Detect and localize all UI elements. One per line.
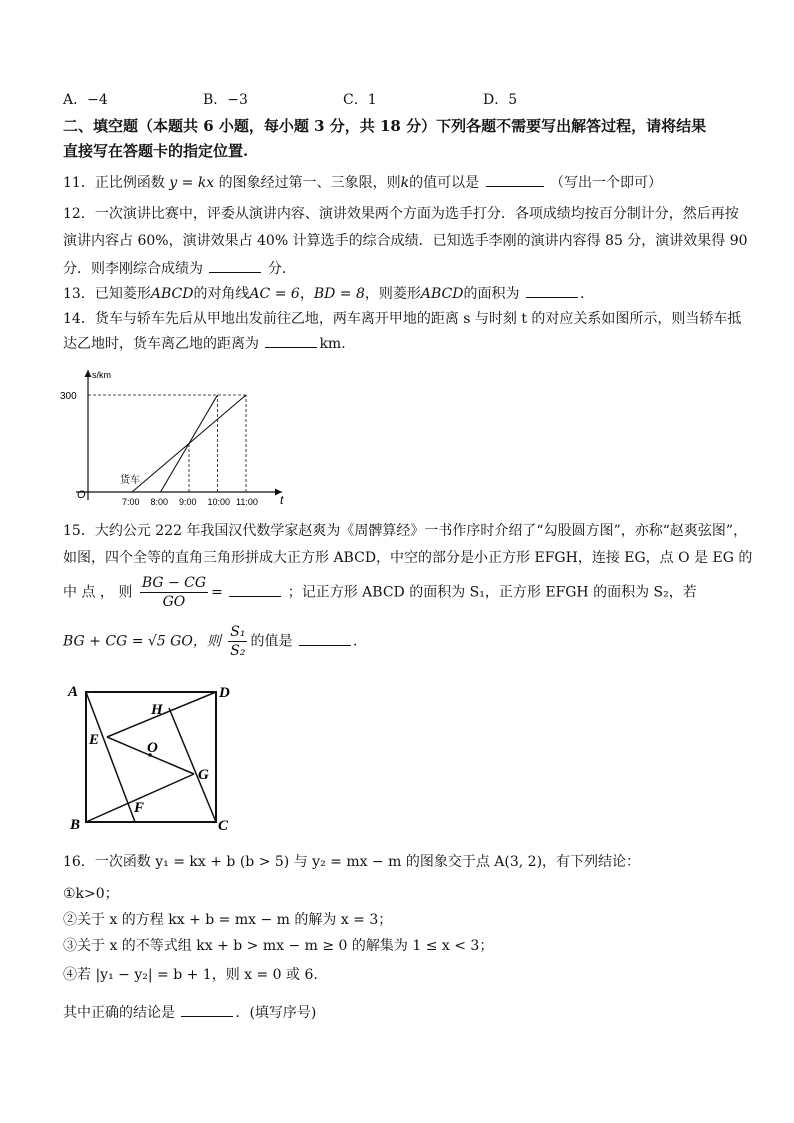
option-letter: C． xyxy=(343,92,368,108)
answer-blank-14[interactable] xyxy=(265,333,317,348)
q13-prefix: 13．已知菱形 xyxy=(63,286,151,302)
label-f: F xyxy=(134,800,145,816)
question-15-line4 xyxy=(63,623,367,660)
question-14-line2 xyxy=(63,333,346,354)
fraction-s1-over-s2 xyxy=(228,623,247,660)
q11-prefix: 11．正比例函数 xyxy=(63,175,165,191)
fraction-numerator: S₁ xyxy=(230,624,246,640)
q15-text-2: ；记正方形 ABCD 的面积为 S₁，正方形 EFGH 的面积为 S₂，若 xyxy=(287,584,697,601)
section-heading-line2: 直接写在答题卡的指定位置. xyxy=(63,142,249,160)
q13-end: ． xyxy=(579,286,594,302)
option-letter: B． xyxy=(203,92,228,108)
q11-k: k xyxy=(400,175,410,191)
q13-mid: 的对角线 xyxy=(193,286,250,302)
q13-abcd: ABCD xyxy=(150,286,194,302)
q16-end: ．(填写序号) xyxy=(235,1005,317,1021)
question-12-line3 xyxy=(63,258,296,279)
option-c[interactable] xyxy=(343,90,377,110)
q13-suffix: 的面积为 xyxy=(463,286,520,302)
question-16-answer xyxy=(63,1002,316,1023)
x-tick-label: 7:00 xyxy=(122,497,140,507)
q15-eq: = xyxy=(211,584,223,601)
q11-suffix: 的值可以是 xyxy=(409,175,480,191)
q12-text: 分．则李刚综合成绩为 xyxy=(63,261,203,277)
q15-condition: BG + CG = √5 GO，则 xyxy=(63,633,221,650)
q15-text-3: 的值是 xyxy=(250,633,293,650)
x-tick-label: 8:00 xyxy=(150,497,169,507)
label-a: A xyxy=(68,684,79,700)
zhao-shuang-figure xyxy=(60,682,245,837)
question-15-line2: 如图，四个全等的直角三角形拼成大正方形 ABCD，中空的部分是小正方形 EFGH，连接 EG，点 O 是 EG 的 xyxy=(63,550,753,566)
q13-abcd2: ABCD xyxy=(420,286,464,302)
q13-ac: AC = 6 xyxy=(249,286,300,302)
q11-after: （写出一个即可） xyxy=(550,175,663,191)
fraction-numerator: BG − CG xyxy=(141,575,207,591)
q13-mid2: ，则菱形 xyxy=(364,286,421,302)
label-d: D xyxy=(219,685,230,701)
fraction-denominator: GO xyxy=(162,594,186,610)
label-h: H xyxy=(151,702,163,718)
answer-blank-15b[interactable] xyxy=(299,631,351,646)
fraction-bg-cg-over-go xyxy=(140,574,208,611)
q11-mid: 的图象经过第一、三象限，则 xyxy=(218,175,401,191)
label-o: O xyxy=(147,740,158,756)
x-axis-label: t xyxy=(280,493,284,507)
y-axis-label: s/km xyxy=(92,370,111,380)
segment-h-c xyxy=(169,708,216,822)
answer-blank-13[interactable] xyxy=(526,283,578,298)
question-11 xyxy=(63,172,662,193)
distance-time-chart xyxy=(60,362,290,507)
answer-blank-15a[interactable] xyxy=(229,582,281,597)
series-line-car xyxy=(161,395,218,492)
q13-bd: BD = 8 xyxy=(313,286,365,302)
option-letter: D． xyxy=(483,92,509,108)
conclusion-1: ①k>0； xyxy=(63,886,119,902)
fraction-denominator: S₂ xyxy=(230,643,246,659)
q16-text: 其中正确的结论是 xyxy=(63,1005,175,1021)
option-value: −4 xyxy=(87,92,108,108)
label-b: B xyxy=(70,817,81,833)
option-value: 1 xyxy=(367,92,377,108)
x-tick-label: 10:00 xyxy=(207,497,231,507)
question-12-line2: 演讲内容占 60%，演讲效果占 40% 计算选手的综合成绩．已知选手李刚的演讲内容得 85 分，演讲效果得 90 xyxy=(63,233,748,249)
q15-text: 中 点 ， 则 xyxy=(63,584,133,601)
segment-a-f xyxy=(86,692,135,822)
section-heading-line1: 二、填空题（本题共 6 小题，每小题 3 分，共 18 分）下列各题不需要写出解答过程，请将结果 xyxy=(63,117,707,135)
q13-comma: ， xyxy=(299,286,314,302)
option-a[interactable] xyxy=(63,90,108,110)
q11-formula: y = kx xyxy=(169,175,215,191)
question-13 xyxy=(63,283,594,304)
q15-end: ． xyxy=(352,633,367,650)
question-16-line1: 16．一次函数 y₁ = kx + b (b > 5) 与 y₂ = mx − m 的图象交于点 A(3, 2)，有下列结论： xyxy=(63,854,641,870)
answer-blank-16[interactable] xyxy=(181,1002,233,1017)
answer-blank-12[interactable] xyxy=(209,258,261,273)
question-14-line1: 14．货车与轿车先后从甲地出发前往乙地，两车离开甲地的距离 s 与时刻 t 的对应关系如图所示，则当轿车抵 xyxy=(63,311,742,327)
series-label-truck: 货车 xyxy=(120,475,140,486)
q14-unit: km. xyxy=(319,336,346,352)
question-15-line1: 15．大约公元 222 年我国汉代数学家赵爽为《周髀算经》一书作序时介绍了“勾股圆方图”，亦称“赵爽弦图”， xyxy=(63,523,748,539)
option-letter: A． xyxy=(63,92,88,108)
label-c: C xyxy=(218,818,229,834)
label-e: E xyxy=(89,732,100,748)
q12-unit: 分． xyxy=(267,261,296,277)
conclusion-4: ④若 |y₁ − y₂| = b + 1，则 x = 0 或 6． xyxy=(63,967,328,983)
label-g: G xyxy=(198,767,209,783)
question-15-line3 xyxy=(63,574,697,611)
option-d[interactable] xyxy=(483,90,517,110)
option-value: −3 xyxy=(227,92,248,108)
question-12-line1: 12．一次演讲比赛中，评委从演讲内容、演讲效果两个方面为选手打分．各项成绩均按百分制计分，然后再按 xyxy=(63,206,739,222)
option-value: 5 xyxy=(508,92,518,108)
origin-label: O xyxy=(77,489,86,501)
y-tick-label: 300 xyxy=(60,391,77,402)
q14-text: 达乙地时，货车离乙地的距离为 xyxy=(63,336,259,352)
x-tick-label: 11:00 xyxy=(236,497,258,507)
option-b[interactable] xyxy=(203,90,248,110)
conclusion-2: ②关于 x 的方程 kx + b = mx − m 的解为 x = 3； xyxy=(63,912,393,928)
answer-blank-11[interactable] xyxy=(486,172,544,187)
x-tick-label: 9:00 xyxy=(179,497,197,507)
conclusion-3: ③关于 x 的不等式组 kx + b > mx − m ≥ 0 的解集为 1 ≤ x < 3； xyxy=(63,938,494,954)
